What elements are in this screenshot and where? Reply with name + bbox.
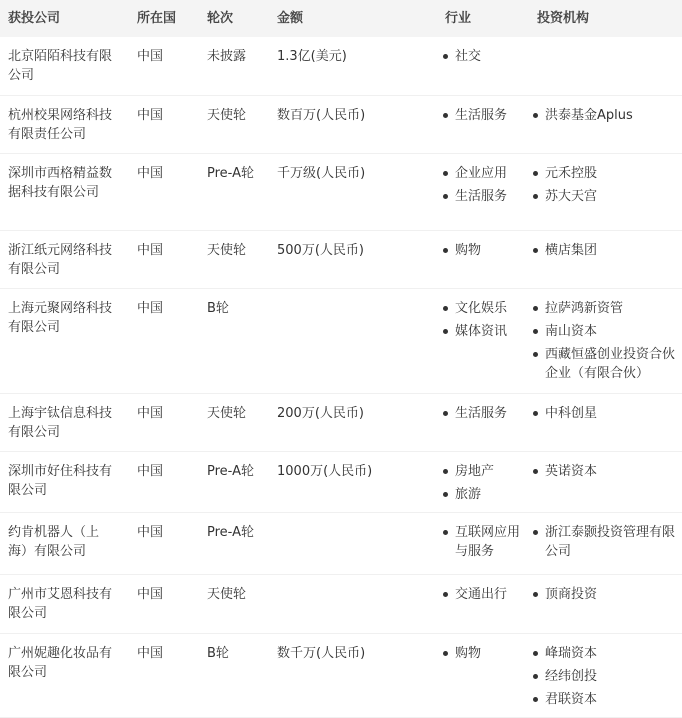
investor-item: 君联资本: [531, 690, 677, 709]
country: 中国: [137, 166, 164, 181]
industry-list: [441, 404, 531, 427]
company-name: 上海宇钛信息科技有限公司: [8, 406, 113, 440]
industry-item: 旅游: [441, 485, 531, 504]
industry-item: 文化娱乐: [441, 299, 531, 318]
investor-item: 南山资本: [531, 322, 677, 341]
company-name: 上海元聚网络科技有限公司: [8, 301, 113, 335]
investor-item: 苏大天宫: [531, 187, 677, 206]
company-name: 广州妮趣化妆品有限公司: [8, 646, 113, 680]
country: 中国: [137, 587, 164, 602]
country: 中国: [137, 108, 164, 123]
funding-round: 天使轮: [207, 243, 247, 258]
investor-item: 元禾控股: [531, 164, 677, 183]
country: 中国: [137, 464, 164, 479]
funding-round: B轮: [207, 301, 229, 316]
industry-item: 生活服务: [441, 106, 531, 125]
country: 中国: [137, 525, 164, 540]
industry-list: [441, 585, 531, 608]
investor-item: 英诺资本: [531, 462, 677, 481]
table-row: [0, 37, 682, 96]
funding-round: 天使轮: [207, 406, 247, 421]
industry-item: 生活服务: [441, 404, 531, 423]
funding-round: Pre-A轮: [207, 525, 254, 540]
investor-list: [531, 241, 677, 264]
funding-round: Pre-A轮: [207, 166, 254, 181]
company-name: 广州市艾恩科技有限公司: [8, 587, 113, 621]
table-row: [0, 575, 682, 634]
industry-list: [441, 47, 531, 70]
investor-list: [531, 106, 677, 129]
funding-amount: 数千万(人民币): [277, 646, 366, 661]
funding-amount: 200万(人民币): [277, 406, 364, 421]
table-row: [0, 96, 682, 154]
funding-round: 天使轮: [207, 587, 247, 602]
table-row: [0, 231, 682, 289]
country: 中国: [137, 243, 164, 258]
industry-list: [441, 241, 531, 264]
industry-item: 互联网应用与服务: [441, 523, 531, 561]
table-header: [0, 0, 682, 37]
funding-round: B轮: [207, 646, 229, 661]
investor-item: 洪泰基金Aplus: [531, 106, 677, 125]
table-body: [0, 37, 682, 718]
table-row: [0, 394, 682, 452]
investor-item: 横店集团: [531, 241, 677, 260]
funding-round: 天使轮: [207, 108, 247, 123]
industry-item: 交通出行: [441, 585, 531, 604]
industry-item: 购物: [441, 241, 531, 260]
investor-item: 拉萨鸿新资管: [531, 299, 677, 318]
investor-list: [531, 404, 677, 427]
country: 中国: [137, 406, 164, 421]
table-row: [0, 289, 682, 394]
investor-list: [531, 164, 677, 210]
investor-list: [531, 462, 677, 485]
funding-round: Pre-A轮: [207, 464, 254, 479]
investor-list: [531, 585, 677, 608]
industry-item: 房地产: [441, 462, 531, 481]
funding-amount: 千万级(人民币): [277, 166, 366, 181]
investor-item: 经纬创投: [531, 667, 677, 686]
investor-item: 浙江泰颢投资管理有限公司: [531, 523, 677, 561]
funding-amount: 数百万(人民币): [277, 108, 366, 123]
investor-list: [531, 299, 677, 387]
investor-item: 西藏恒盛创业投资合伙企业（有限合伙）: [531, 345, 677, 383]
country: 中国: [137, 646, 164, 661]
funding-amount: 1.3亿(美元): [277, 49, 347, 64]
company-name: 约肯机器人（上海）有限公司: [8, 525, 100, 559]
table-row: [0, 513, 682, 575]
investor-item: 峰瑞资本: [531, 644, 677, 663]
header-industry: 行业: [445, 11, 472, 26]
industry-list: [441, 523, 531, 565]
header-amount: 金额: [277, 11, 304, 26]
table-row: [0, 154, 682, 231]
header-round: 轮次: [207, 11, 234, 26]
industry-list: [441, 106, 531, 129]
industry-list: [441, 164, 531, 210]
company-name: 杭州校果网络科技有限责任公司: [8, 108, 113, 142]
header-investors: 投资机构: [537, 11, 590, 26]
industry-item: 企业应用: [441, 164, 531, 183]
industry-list: [441, 462, 531, 508]
company-name: 深圳市好住科技有限公司: [8, 464, 113, 498]
company-name: 北京陌陌科技有限公司: [8, 49, 113, 83]
country: 中国: [137, 49, 164, 64]
investor-item: 中科创星: [531, 404, 677, 423]
industry-item: 媒体资讯: [441, 322, 531, 341]
industry-item: 购物: [441, 644, 531, 663]
table-row: [0, 452, 682, 513]
company-name: 浙江纸元网络科技有限公司: [8, 243, 113, 277]
industry-item: 生活服务: [441, 187, 531, 206]
funding-amount: 1000万(人民币): [277, 464, 373, 479]
header-country: 所在国: [137, 11, 177, 26]
header-company: 获投公司: [8, 11, 61, 26]
table-row: [0, 634, 682, 718]
industry-list: [441, 299, 531, 345]
industry-item: 社交: [441, 47, 531, 66]
company-name: 深圳市西格精益数据科技有限公司: [8, 166, 113, 200]
investor-item: 顶商投资: [531, 585, 677, 604]
funding-amount: 500万(人民币): [277, 243, 364, 258]
industry-list: [441, 644, 531, 667]
investor-list: [531, 644, 677, 713]
funding-round: 未披露: [207, 49, 247, 64]
investor-list: [531, 523, 677, 565]
country: 中国: [137, 301, 164, 316]
